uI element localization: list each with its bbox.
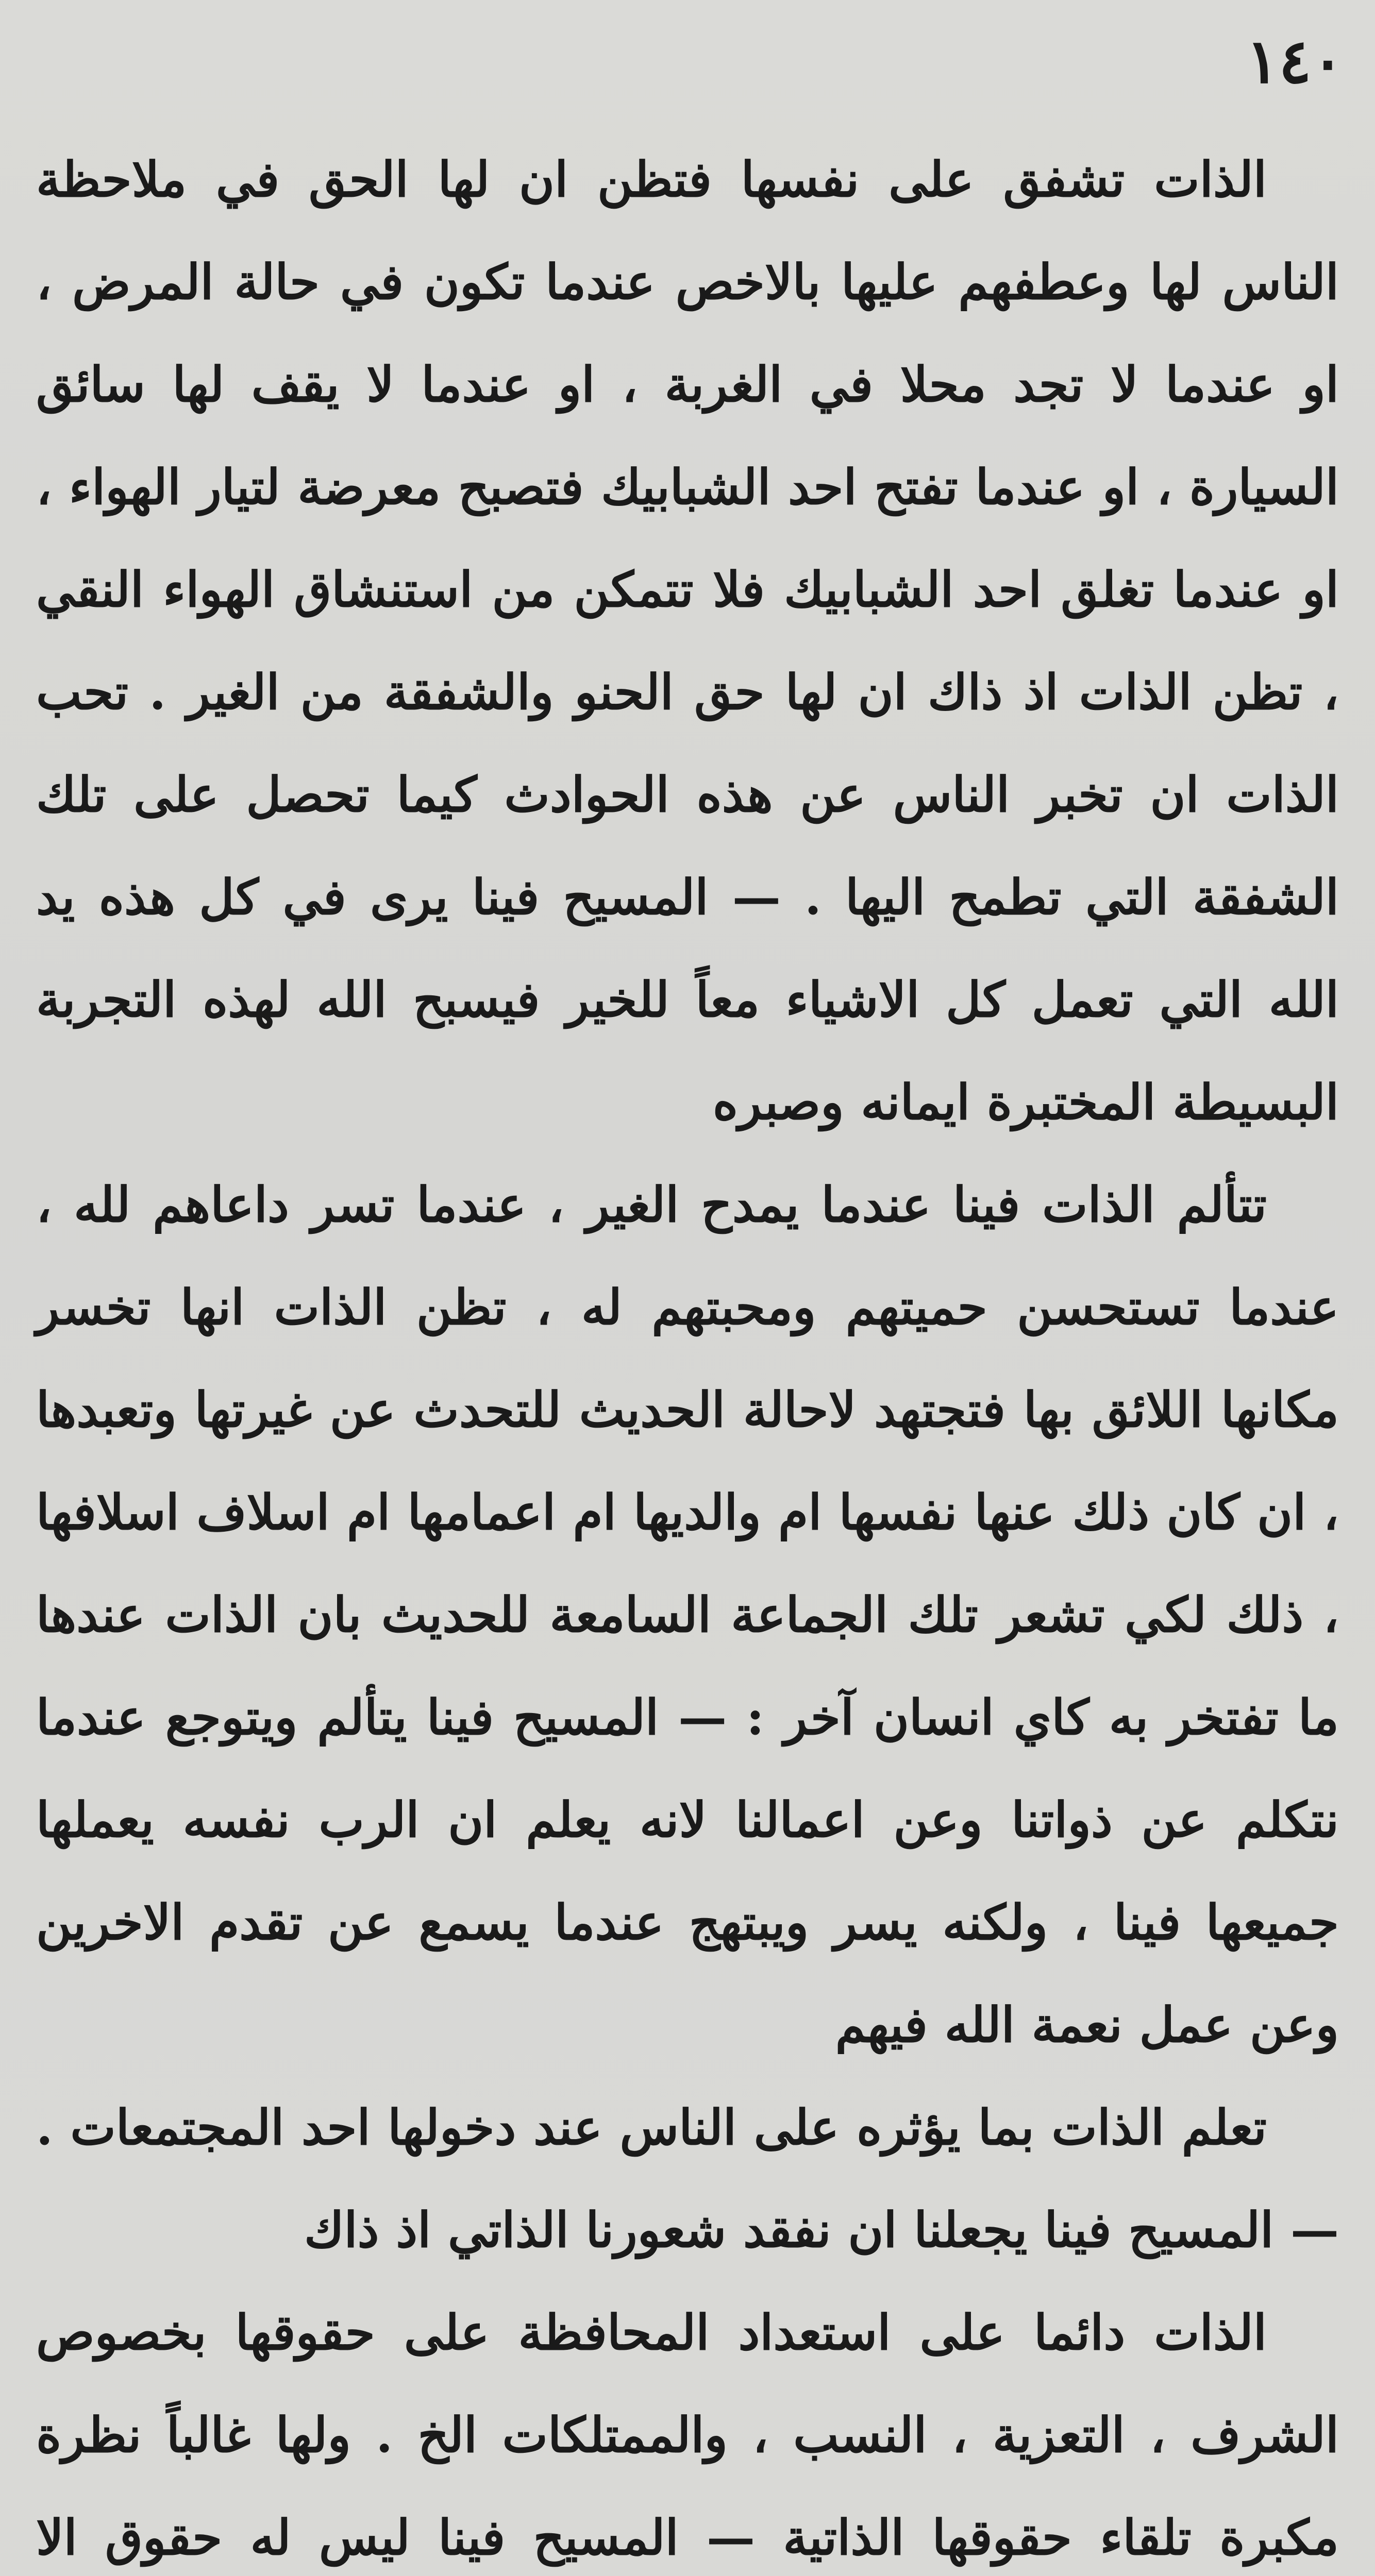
paragraph-self-envy: تتألم الذات فينا عندما يمدح الغير ، عندما تسر داعاهم لله ، عندما تستحسن حميتهم ومحبتهم له ، تظن الذات انها تخسر مكانها اللائق بها فتجتهد لاحالة الحديث للتحدث عن غيرتها وتعبدها ، ان كان ذلك عنها نفسها ام والديها ام اعمامها ام اسلاف اسلافها ، ذلك لكي تشعر تلك الجماعة السامعة للحديث بان الذات عندها ما تفتخر به كاي انسان آخر : — المسيح فينا يتألم ويتوجع عندما نتكلم عن ذواتنا وعن اعمالنا لانه يعلم ان الرب نفسه يعملها جميعها فينا ، ولكنه يسر ويبتهج عندما يسمع عن تقدم الاخرين وعن عمل نعمة الله فيهم: [36, 1177, 1339, 2054]
paragraph-self-impression: تعلم الذات بما يؤثره على الناس عند دخولها احد المجتمعات . — المسيح فينا يجعلنا ان نفقد شعورنا الذاتي اذ ذاك: [36, 2099, 1339, 2259]
paragraph-self-pity: الذات تشفق على نفسها فتظن ان لها الحق في ملاحظة الناس لها وعطفهم عليها بالاخص عندما تكون في حالة المرض ، او عندما لا تجد محلا في الغربة ، او عندما لا يقف لها سائق السيارة ، او عندما تفتح احد الشبابيك فتصبح معرضة لتيار الهواء ، او عندما تغلق احد الشبابيك فلا تتمكن من استنشاق الهواء النقي ، تظن الذات اذ ذاك ان لها حق الحنو والشفقة من الغير . تحب الذات ان تخبر الناس عن هذه الحوادث كيما تحصل على تلك الشفقة التي تطمح اليها . — المسيح فينا يرى في كل هذه يد الله التي تعمل كل الاشياء معاً للخير فيسبح الله لهذه التجربة البسيطة المختبرة ايمانه وصبره: [36, 151, 1339, 1131]
paragraph-self-rights: الذات دائما على استعداد المحافظة على حقوقها بخصوص الشرف ، التعزية ، النسب ، والممتلكات الخ . ولها غالباً نظرة مكبرة تلقاء حقوقها الذاتية — المسيح فينا ليس له حقوق الا: [36, 2304, 1339, 2566]
page-number: ١٤٠: [1246, 25, 1344, 97]
page-body: [36, 129, 1339, 2566]
